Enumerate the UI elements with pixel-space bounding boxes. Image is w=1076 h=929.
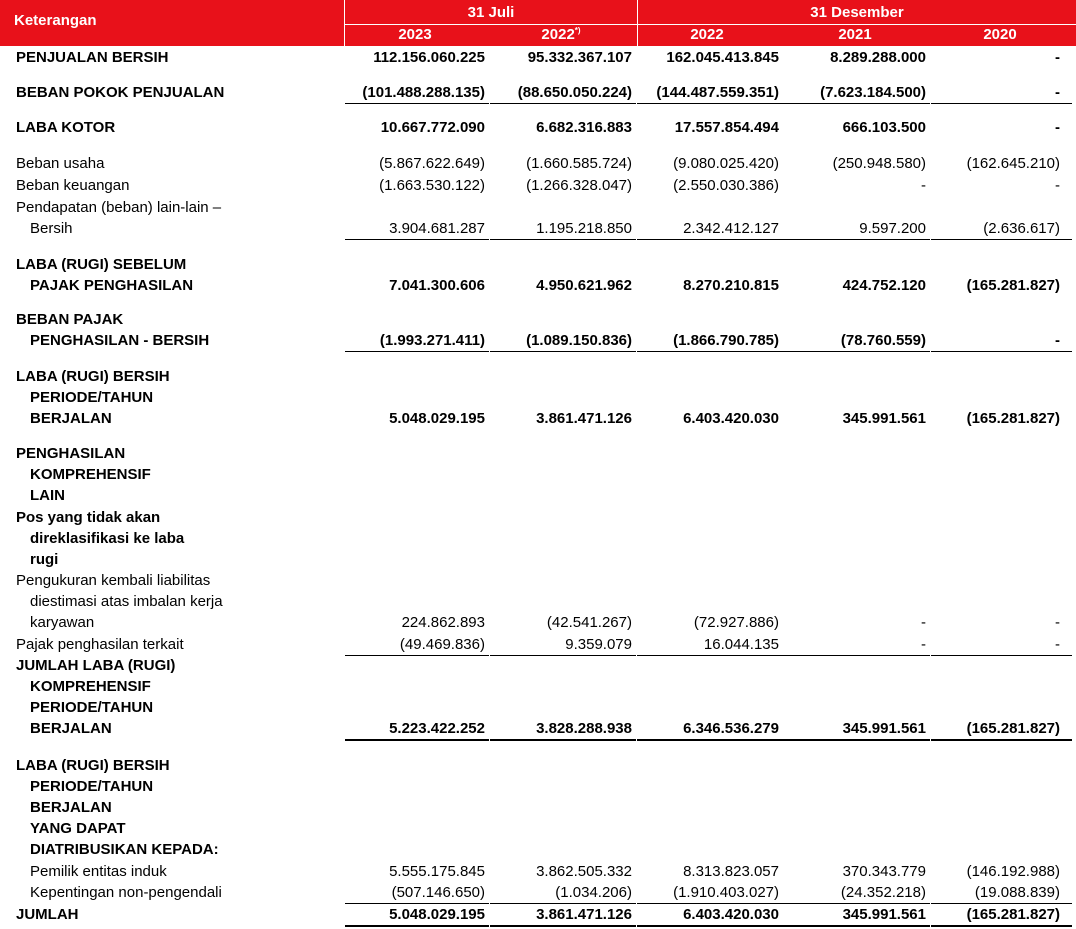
header-year: 2021 bbox=[838, 26, 872, 43]
row-value: 345.991.561 bbox=[842, 410, 926, 427]
row-underline bbox=[931, 925, 1072, 927]
row-value: 9.359.079 bbox=[565, 636, 632, 653]
row-underline bbox=[345, 351, 489, 352]
row-underline bbox=[345, 739, 489, 741]
row-underline bbox=[783, 239, 930, 240]
row-label: BERJALAN bbox=[30, 720, 112, 737]
row-label: BEBAN POKOK PENJUALAN bbox=[16, 84, 225, 101]
row-underline bbox=[345, 239, 489, 240]
row-value: 10.667.772.090 bbox=[380, 119, 485, 136]
row-label: KOMPREHENSIF bbox=[30, 678, 151, 695]
row-value: 6.403.420.030 bbox=[683, 906, 779, 923]
row-value: - bbox=[1055, 614, 1060, 631]
row-value: (5.867.622.649) bbox=[379, 155, 485, 172]
row-label: Pemilik entitas induk bbox=[30, 863, 167, 880]
row-underline bbox=[345, 103, 489, 104]
row-value: 7.041.300.606 bbox=[389, 277, 485, 294]
header-group-december: 31 Desember bbox=[810, 4, 904, 21]
header-year: 2023 bbox=[398, 26, 432, 43]
row-value: 6.346.536.279 bbox=[683, 720, 779, 737]
row-underline bbox=[345, 655, 489, 656]
row-label: JUMLAH LABA (RUGI) bbox=[16, 657, 176, 674]
row-underline bbox=[637, 903, 783, 904]
row-label: Beban keuangan bbox=[16, 177, 130, 194]
row-value: (144.487.559.351) bbox=[656, 84, 779, 101]
row-underline bbox=[490, 655, 636, 656]
row-value: 666.103.500 bbox=[842, 119, 926, 136]
row-value: 3.862.505.332 bbox=[536, 863, 632, 880]
row-label: direklasifikasi ke laba bbox=[30, 530, 185, 547]
row-value: (250.948.580) bbox=[832, 155, 926, 172]
row-value: 8.313.823.057 bbox=[683, 863, 779, 880]
row-label: Beban usaha bbox=[16, 155, 105, 172]
row-underline bbox=[931, 239, 1072, 240]
row-label: YANG DAPAT bbox=[30, 820, 126, 837]
row-value: 224.862.893 bbox=[401, 614, 485, 631]
row-value: 6.682.316.883 bbox=[536, 119, 632, 136]
header-year-note: *) bbox=[574, 26, 581, 35]
row-value: 17.557.854.494 bbox=[674, 119, 779, 136]
row-value: - bbox=[1055, 332, 1060, 349]
row-underline bbox=[637, 103, 783, 104]
row-value: - bbox=[921, 614, 926, 631]
row-label: DIATRIBUSIKAN KEPADA: bbox=[30, 841, 219, 858]
row-underline bbox=[490, 903, 636, 904]
header-year: 2022 bbox=[690, 26, 724, 43]
row-value: 6.403.420.030 bbox=[683, 410, 779, 427]
row-label: LABA KOTOR bbox=[16, 119, 116, 136]
row-label: LAIN bbox=[30, 487, 65, 504]
row-value: (2.636.617) bbox=[983, 220, 1060, 237]
row-value: (165.281.827) bbox=[966, 277, 1060, 294]
row-underline bbox=[931, 903, 1072, 904]
row-label: LABA (RUGI) SEBELUM bbox=[16, 256, 187, 273]
row-label: PERIODE/TAHUN bbox=[30, 778, 154, 795]
row-label: PENGHASILAN - BERSIH bbox=[30, 332, 210, 349]
row-value: - bbox=[1055, 49, 1060, 66]
row-label: BEBAN PAJAK bbox=[16, 311, 124, 328]
row-value: (88.650.050.224) bbox=[517, 84, 632, 101]
row-label: JUMLAH bbox=[16, 906, 79, 923]
row-value: 345.991.561 bbox=[842, 906, 926, 923]
row-underline bbox=[783, 103, 930, 104]
row-value: (165.281.827) bbox=[966, 720, 1060, 737]
row-value: 345.991.561 bbox=[842, 720, 926, 737]
row-value: 424.752.120 bbox=[842, 277, 926, 294]
row-value: 95.332.367.107 bbox=[527, 49, 632, 66]
row-underline bbox=[637, 655, 783, 656]
row-label: BERJALAN bbox=[30, 410, 112, 427]
row-underline bbox=[931, 103, 1072, 104]
header-group-july: 31 Juli bbox=[467, 4, 515, 21]
row-value: (42.541.267) bbox=[546, 614, 632, 631]
row-value: 8.270.210.815 bbox=[683, 277, 779, 294]
row-label: Pengukuran kembali liabilitas bbox=[16, 572, 211, 589]
row-value: 5.048.029.195 bbox=[389, 906, 485, 923]
row-value: 16.044.135 bbox=[703, 636, 779, 653]
row-value: 3.828.288.938 bbox=[536, 720, 632, 737]
row-underline bbox=[783, 903, 930, 904]
row-underline bbox=[490, 103, 636, 104]
row-value: 3.861.471.126 bbox=[536, 906, 632, 923]
row-value: (2.550.030.386) bbox=[673, 177, 779, 194]
row-value: 370.343.779 bbox=[842, 863, 926, 880]
row-value: (1.910.403.027) bbox=[673, 884, 779, 901]
row-value: - bbox=[1055, 84, 1060, 101]
row-label: Kepentingan non-pengendali bbox=[30, 884, 222, 901]
row-value: (162.645.210) bbox=[966, 155, 1060, 172]
row-value: 112.156.060.225 bbox=[373, 49, 485, 66]
row-label: BERJALAN bbox=[30, 799, 112, 816]
row-value: (78.760.559) bbox=[840, 332, 926, 349]
row-underline bbox=[931, 655, 1072, 656]
row-label: Pos yang tidak akan bbox=[16, 509, 161, 526]
row-value: (1.034.206) bbox=[555, 884, 632, 901]
row-underline bbox=[345, 903, 489, 904]
row-value: (1.866.790.785) bbox=[673, 332, 779, 349]
row-value: - bbox=[1055, 177, 1060, 194]
row-label: Bersih bbox=[30, 220, 73, 237]
row-value: (1.089.150.836) bbox=[526, 332, 632, 349]
row-value: - bbox=[921, 636, 926, 653]
row-value: 5.555.175.845 bbox=[389, 863, 485, 880]
row-underline bbox=[931, 351, 1072, 352]
row-value: (9.080.025.420) bbox=[673, 155, 779, 172]
row-underline bbox=[783, 925, 930, 927]
row-value: (1.660.585.724) bbox=[526, 155, 632, 172]
row-value: (1.663.530.122) bbox=[379, 177, 485, 194]
row-value: (165.281.827) bbox=[966, 410, 1060, 427]
row-value: - bbox=[1055, 636, 1060, 653]
row-label: Pajak penghasilan terkait bbox=[16, 636, 184, 653]
row-value: 5.048.029.195 bbox=[389, 410, 485, 427]
row-value: 8.289.288.000 bbox=[830, 49, 926, 66]
row-value: (165.281.827) bbox=[966, 906, 1060, 923]
row-value: 3.861.471.126 bbox=[536, 410, 632, 427]
row-value: (1.993.271.411) bbox=[379, 332, 485, 349]
row-label: LABA (RUGI) BERSIH bbox=[16, 757, 170, 774]
row-label: PAJAK PENGHASILAN bbox=[30, 277, 194, 294]
header-divider bbox=[345, 24, 1076, 25]
row-value: - bbox=[1055, 119, 1060, 136]
row-label: rugi bbox=[30, 551, 59, 568]
header-year: 2020 bbox=[983, 26, 1017, 43]
row-underline bbox=[345, 925, 489, 927]
row-label: karyawan bbox=[30, 614, 95, 631]
row-value: 9.597.200 bbox=[859, 220, 926, 237]
row-value: (1.266.328.047) bbox=[526, 177, 632, 194]
row-value: - bbox=[921, 177, 926, 194]
row-label: Pendapatan (beban) lain-lain – bbox=[16, 199, 222, 216]
row-underline bbox=[637, 351, 783, 352]
row-value: 1.195.218.850 bbox=[536, 220, 632, 237]
row-underline bbox=[637, 739, 783, 741]
row-label: PENGHASILAN bbox=[16, 445, 126, 462]
row-underline bbox=[931, 739, 1072, 741]
row-underline bbox=[637, 925, 783, 927]
header-year: 2022*) bbox=[541, 26, 581, 43]
row-underline bbox=[783, 739, 930, 741]
row-underline bbox=[637, 239, 783, 240]
row-underline bbox=[783, 351, 930, 352]
row-value: (146.192.988) bbox=[966, 863, 1060, 880]
row-value: (24.352.218) bbox=[840, 884, 926, 901]
header-keterangan: Keterangan bbox=[14, 12, 97, 29]
row-label: LABA (RUGI) BERSIH bbox=[16, 368, 170, 385]
row-label: diestimasi atas imbalan kerja bbox=[30, 593, 223, 610]
row-underline bbox=[490, 925, 636, 927]
row-value: (19.088.839) bbox=[974, 884, 1060, 901]
row-value: 4.950.621.962 bbox=[536, 277, 632, 294]
row-value: 3.904.681.287 bbox=[389, 220, 485, 237]
row-value: (101.488.288.135) bbox=[362, 84, 485, 101]
row-value: (507.146.650) bbox=[391, 884, 485, 901]
row-value: (7.623.184.500) bbox=[820, 84, 926, 101]
row-label: PERIODE/TAHUN bbox=[30, 699, 154, 716]
row-label: PERIODE/TAHUN bbox=[30, 389, 154, 406]
row-underline bbox=[490, 239, 636, 240]
row-value: 2.342.412.127 bbox=[683, 220, 779, 237]
row-value: 5.223.422.252 bbox=[389, 720, 485, 737]
row-underline bbox=[490, 739, 636, 741]
row-label: PENJUALAN BERSIH bbox=[16, 49, 169, 66]
row-underline bbox=[490, 351, 636, 352]
table-header bbox=[0, 0, 1076, 46]
row-underline bbox=[783, 655, 930, 656]
row-value: 162.045.413.845 bbox=[666, 49, 779, 66]
row-value: (72.927.886) bbox=[693, 614, 779, 631]
row-value: (49.469.836) bbox=[399, 636, 485, 653]
row-label: KOMPREHENSIF bbox=[30, 466, 151, 483]
